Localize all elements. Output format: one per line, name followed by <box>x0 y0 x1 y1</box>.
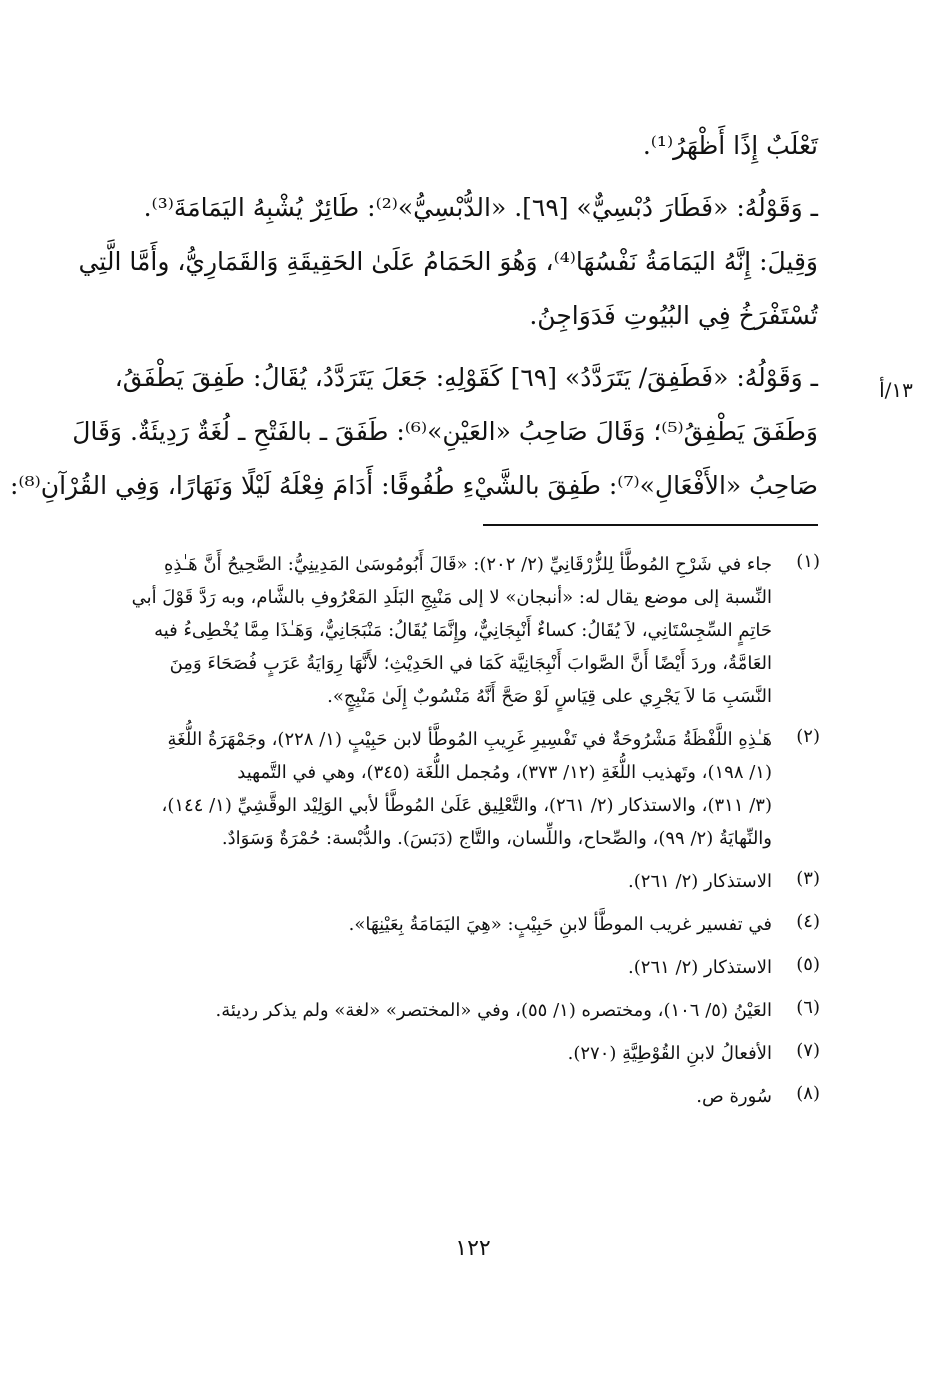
footnote-number: (٣) <box>796 868 820 889</box>
footnote-text <box>114 994 772 1027</box>
footnote-line: الاستذكار (٢/ ٢٦١). <box>628 871 772 892</box>
footnote-text <box>114 723 772 855</box>
main-text-line: ـ وَقَوْلُهُ: «فَطَارَ دُبْسِيٌّ» [٦٩]. «الدُّبْسِيُّ»⁽²⁾: طَائِرٌ يُشْبِهُ اليَمَامَةَ⁽³⁾. <box>143 193 818 222</box>
footnote-line: العَامَّةُ، وردَ أَيْضًا أَنَّ الصَّوابَ أَنْبِجَانِيَّة كَمَا في الحَدِيْثِ؛ لأَنَّهَا رِوَايَةُ عَرَبٍ فُصَحَاءَ وَمِنَ <box>169 653 772 674</box>
footnote-4 <box>114 908 820 941</box>
footnote-line: النِّسبة إلى موضع يقال له: «أنبجان» لا إلى مَنْبِجِ البَلَدِ المَعْرُوفِ بالشَّام، وبه رَدَّ قَوْلَ أبي <box>131 587 772 608</box>
footnote-separator <box>483 524 818 526</box>
footnotes-section <box>114 548 820 1123</box>
page-number: ١٢٢ <box>455 1236 491 1261</box>
footnote-number: (١) <box>796 551 820 572</box>
footnote-number: (٨) <box>796 1083 820 1104</box>
footnote-6 <box>114 994 820 1027</box>
footnote-text <box>114 548 772 713</box>
footnote-line: الاستذكار (٢/ ٢٦١). <box>628 957 772 978</box>
footnote-1 <box>114 548 820 713</box>
footnote-number: (٢) <box>796 726 820 747</box>
main-text-line: صَاحِبُ «الأَفْعَالِ»⁽⁷⁾: طَفِقَ بالشَّيْءِ طُفُوقًا: أَدَامَ فِعْلَهُ لَيْلًا وَنَهَارًا، وَفِي القُرْآنِ⁽⁸⁾: <box>9 471 818 500</box>
footnote-line: جاء في شَرْحِ المُوطَّأ لِلزُّرْقَانِيِّ (٢/ ٢٠٢): «قَالَ أَبُومُوسَىٰ المَدِينِيُّ: الصَّحِيحُ أَنَّ هَـٰذِهِ <box>163 554 772 575</box>
footnote-number: (٦) <box>796 997 820 1018</box>
footnote-text <box>114 1080 772 1113</box>
main-text-line: وَقِيلَ: إِنَّهُ اليَمَامَةُ نَفْسُهَا⁽⁴⁾، وَهُوَ الحَمَامُ عَلَىٰ الحَقِيقَةِ وَالقَمَارِيُّ، وأَمَّا الَّتِي <box>78 247 818 276</box>
footnote-line: والنِّهايَةُ (٢/ ٩٩)، والصِّحاح، واللِّسان، والتَّاج (دَبَسَ). والدُّبْسة: حُمْرَةٌ وَسَوَادٌ. <box>221 828 772 849</box>
footnote-line: (١/ ١٩٨)، وتَهذيب اللُّغَةِ (١٢/ ٣٧٣)، ومُجمل اللُّغَة (٣٤٥)، وهي في التَّمهيد <box>237 762 772 783</box>
footnote-text <box>114 908 772 941</box>
main-text-block <box>9 130 818 524</box>
footnote-line: النَّسَبِ مَا لاَ يَجْرِي على قِيَاسٍ لَوْ صَحَّ أَنَّهُ مَنْسُوبٌ إِلَىٰ مَنْبِجٍ». <box>327 686 772 707</box>
footnote-text <box>114 1037 772 1070</box>
main-text-line: ـ وَقَوْلُهُ: «فَطَفِقَ/ يَتَرَدَّدُ» [٦٩] كَقَوْلِهِ: جَعَلَ يَتَرَدَّدُ، يُقَالُ: طَفِقَ يَطْفَقُ، <box>114 363 818 392</box>
footnote-2 <box>114 723 820 855</box>
footnote-line: الأفعالُ لابنِ القُوْطِيَّةِ (٢٧٠). <box>567 1043 772 1064</box>
footnote-line: (٣/ ٣١١)، والاستذكار (٢/ ٢٦١)، والتَّعْلِيق عَلَىٰ المُوطَّأ لأبي الوَلِيْد الوقَّشِيِّ (١/ ١٤٤)، <box>161 795 772 816</box>
footnote-line: حَاتِمٍ السِّجِسْتَانِي، لاَ يُقَالُ: كساءٌ أَنْبِجَانِيٌّ، وإِنَّمَا يُقَالُ: مَنْبَجَانِيٌّ، وَهَـٰذَا مِمَّا يُخْطِىءُ فيه <box>154 620 772 641</box>
footnote-number: (٥) <box>796 954 820 975</box>
footnote-7 <box>114 1037 820 1070</box>
manuscript-folio-marker: ١٣/أ <box>879 378 913 402</box>
footnote-8 <box>114 1080 820 1113</box>
footnote-text <box>114 865 772 898</box>
footnote-5 <box>114 951 820 984</box>
footnote-number: (٧) <box>796 1040 820 1061</box>
footnote-3 <box>114 865 820 898</box>
footnote-line: في تفسير غريب الموطَّأ لابنِ حَبِيْبٍ: «هِيَ اليَمَامَةُ بِعَيْنِهَا». <box>348 914 772 935</box>
footnote-text <box>114 951 772 984</box>
footnote-number: (٤) <box>796 911 820 932</box>
main-text-line: تُسْتَفْرَخُ فِي البُيُوتِ فَدَوَاجِنُ. <box>529 301 818 330</box>
footnote-line: هَـٰذِهِ اللَّفْظَةُ مَشْرُوحَةٌ في تَفْسِيرِ غَرِيبِ المُوطَّأ لابن حَبِيْبٍ (١/ ٢٢٨)، وجَمْهَرَةُ اللُّغَةِ <box>167 729 772 750</box>
footnote-line: سُورة ص. <box>696 1086 772 1107</box>
main-text-line: وَطَفَقَ يَطْفِقُ⁽⁵⁾؛ وَقَالَ صَاحِبُ «العَيْنِ»⁽⁶⁾: طَفَقَ ـ بالفَتْحِ ـ لُغَةٌ رَدِيئَةٌ. وَقَالَ <box>72 417 818 446</box>
main-text-line: تَعْلَبٌ إِذًا أَظْهَرُ⁽¹⁾. <box>642 131 818 160</box>
footnote-line: العَيْنُ (٥/ ١٠٦)، ومختصره (١/ ٥٥)، وفي «المختصر» «لغة» ولم يذكر رديئة. <box>215 1000 772 1021</box>
